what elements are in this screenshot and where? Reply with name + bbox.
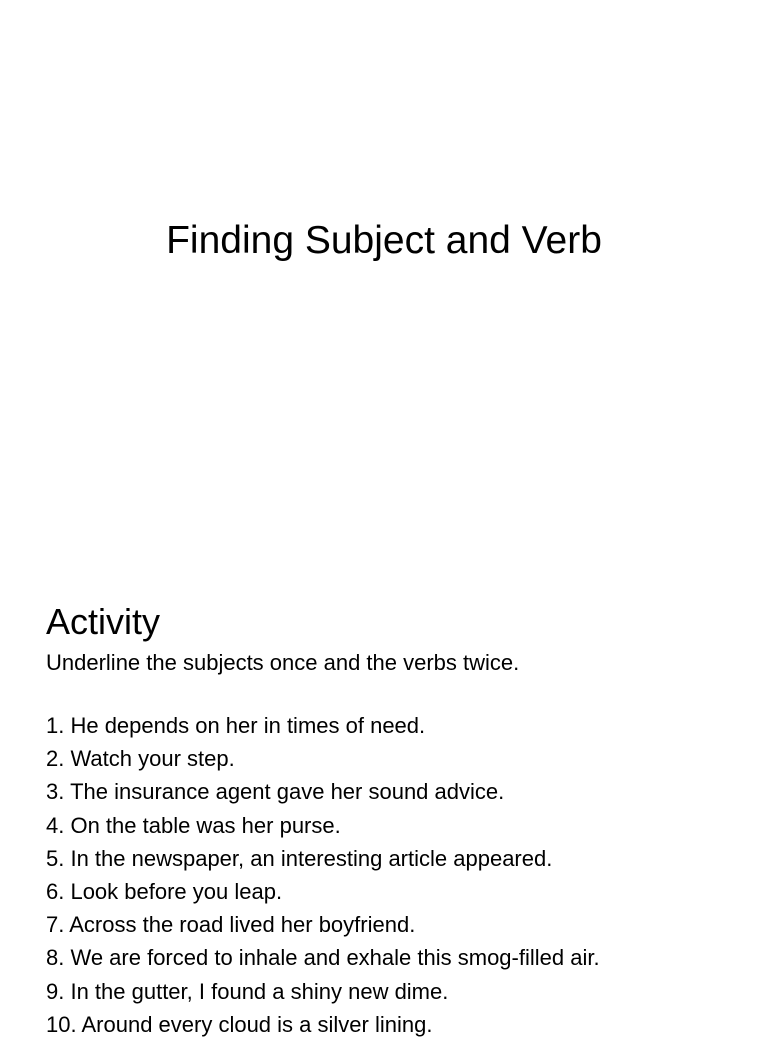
list-item: 9. In the gutter, I found a shiny new dime. — [46, 978, 449, 1004]
slide-title: Finding Subject and Verb — [166, 219, 602, 262]
sentence-list — [46, 709, 600, 1041]
list-item: 3. The insurance agent gave her sound advice. — [46, 779, 505, 805]
list-item: 10. Around every cloud is a silver lining. — [46, 1011, 433, 1037]
list-item: 6. Look before you leap. — [46, 879, 283, 905]
list-item: 5. In the newspaper, an interesting article appeared. — [46, 845, 553, 871]
list-item: 2. Watch your step. — [46, 746, 235, 772]
activity-instruction: Underline the subjects once and the verbs twice. — [46, 650, 520, 675]
list-item: 7. Across the road lived her boyfriend. — [46, 912, 416, 938]
list-item: 1. He depends on her in times of need. — [46, 713, 426, 738]
activity-slide — [0, 576, 768, 1037]
list-item: 4. On the table was her purse. — [46, 812, 341, 838]
list-item: 8. We are forced to inhale and exhale this smog-filled air. — [46, 945, 600, 971]
activity-heading: Activity — [46, 601, 161, 642]
